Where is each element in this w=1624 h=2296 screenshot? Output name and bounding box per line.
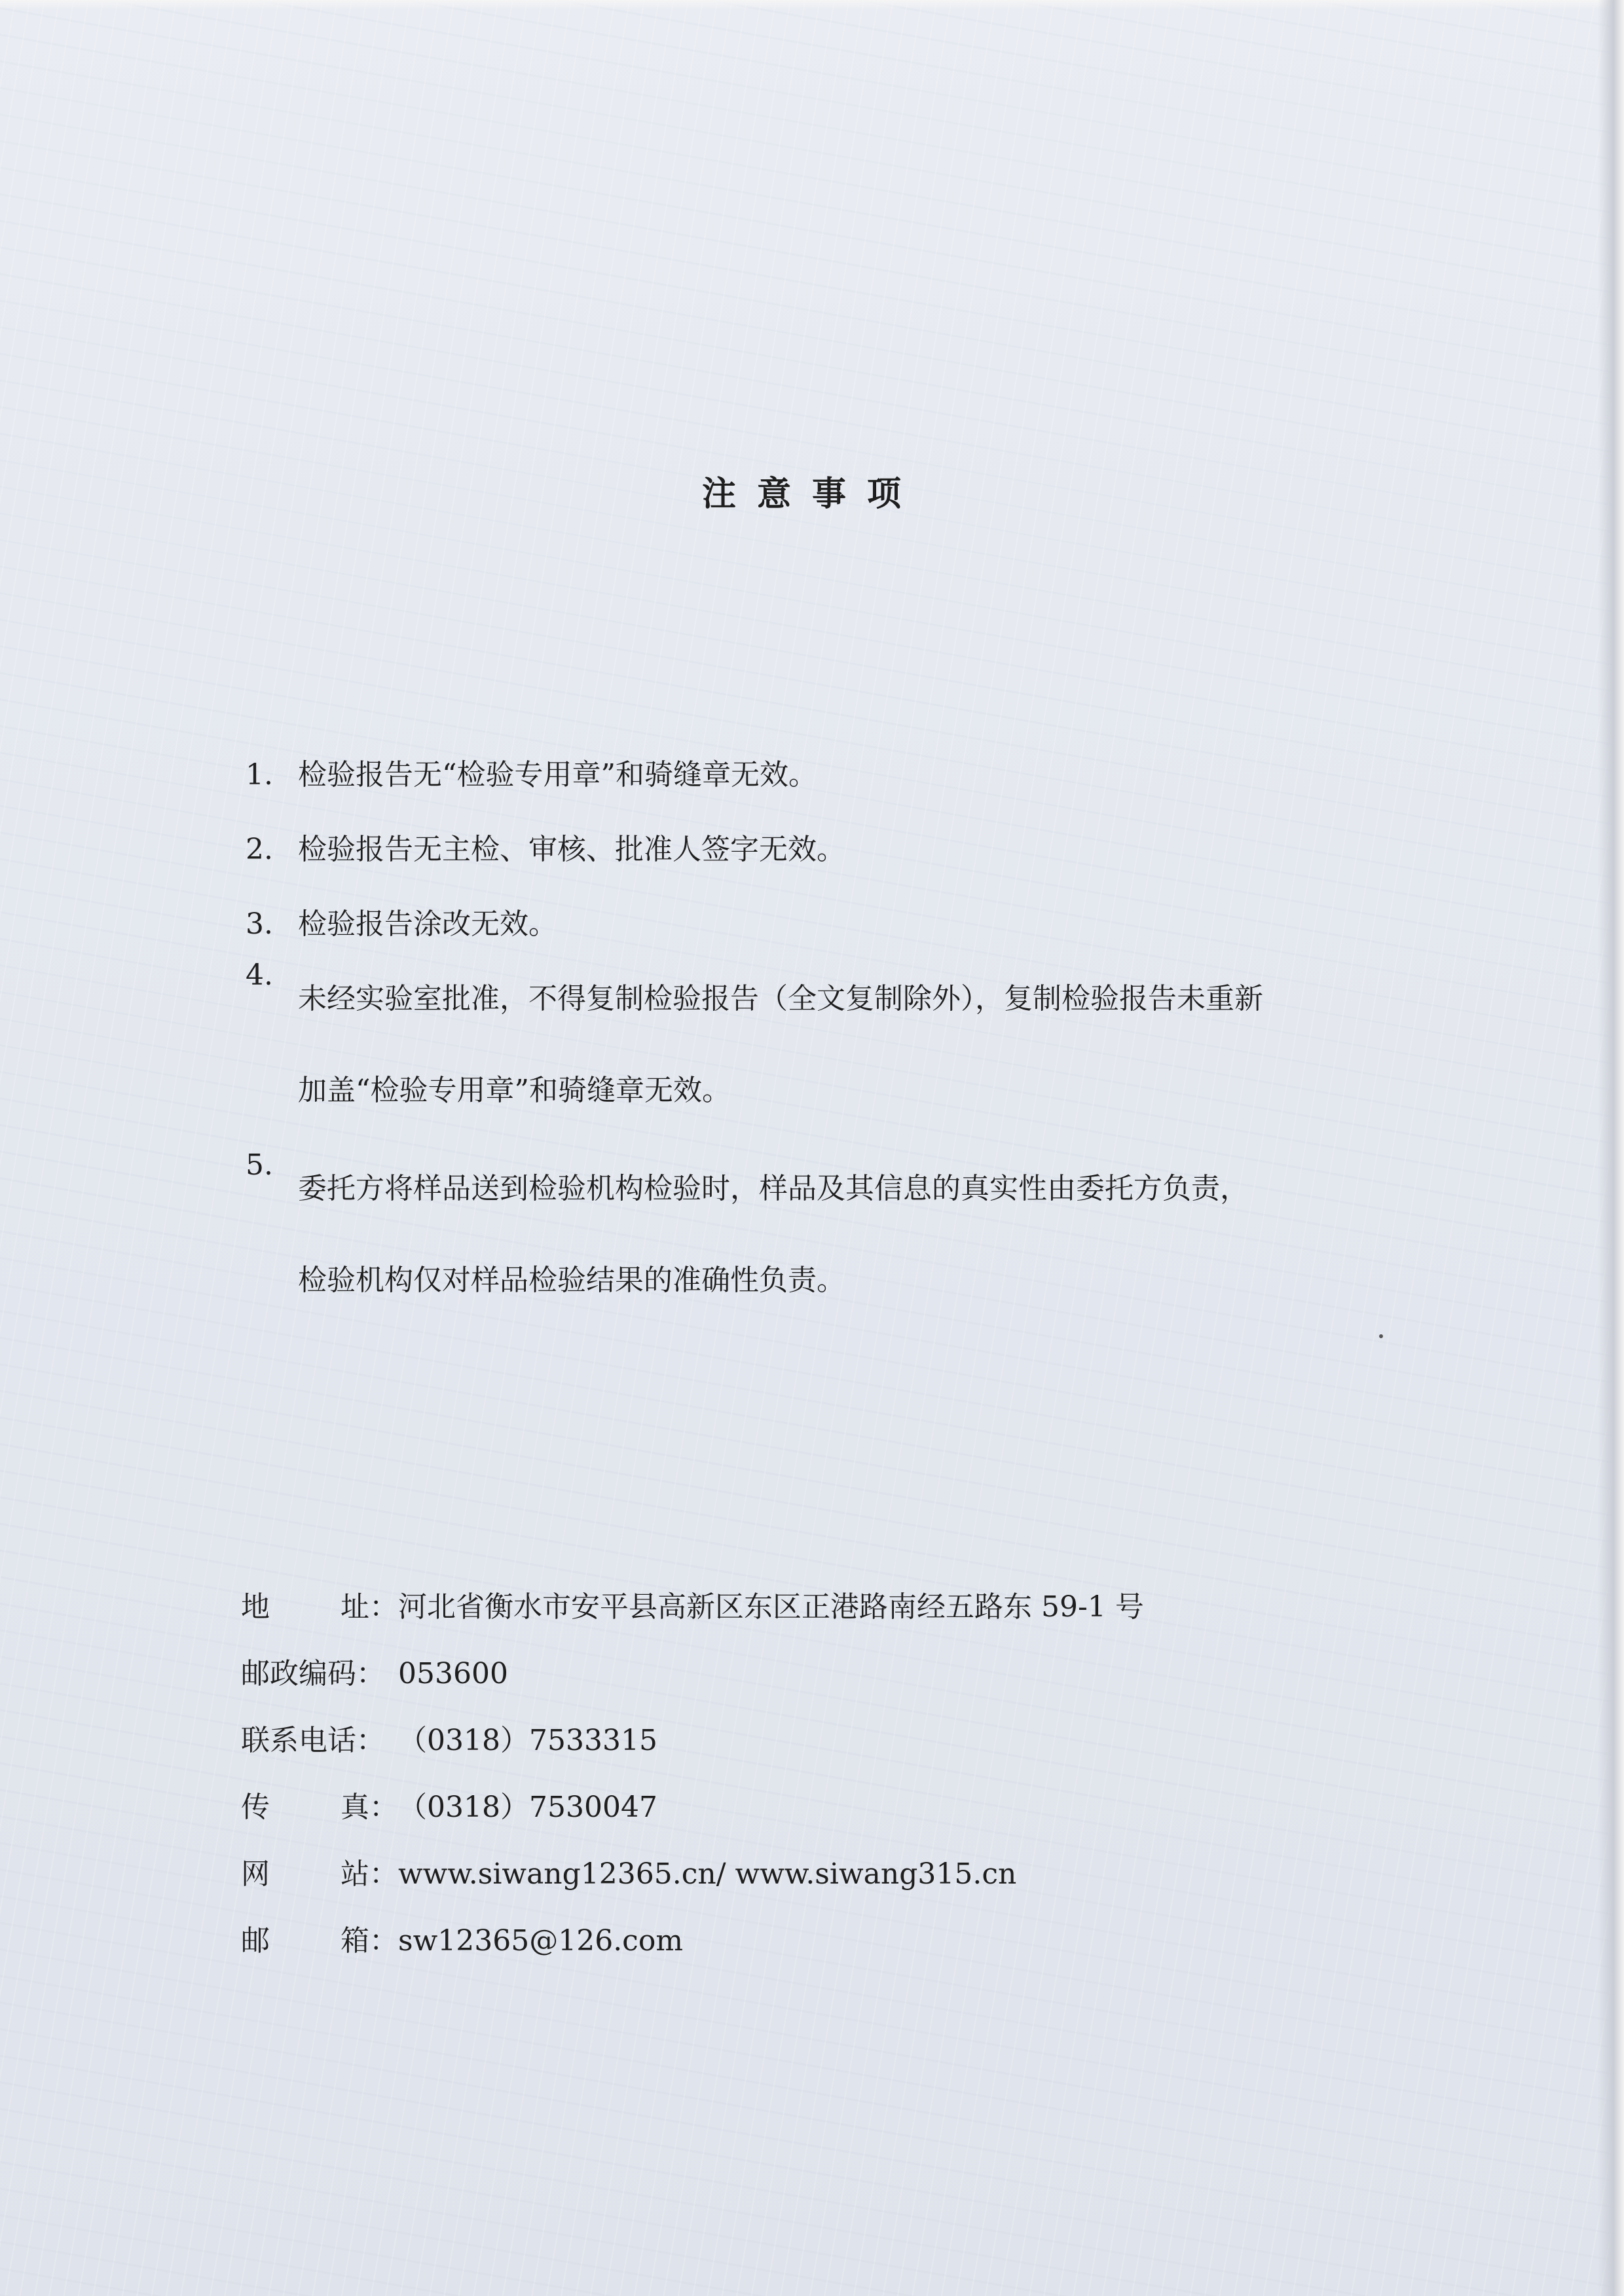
contact-label — [241, 1855, 398, 1894]
scan-right-edge — [1598, 0, 1624, 2296]
label-char: 站： — [341, 1857, 398, 1891]
contact-postcode — [241, 1654, 1485, 1694]
notice-item-3 — [246, 902, 1398, 947]
fax-value: （0318）7530047 — [398, 1791, 657, 1824]
notice-number: 1. — [246, 758, 273, 792]
contact-label — [241, 1588, 398, 1627]
notice-text: 检验报告无“检验专用章”和骑缝章无效。 — [298, 758, 817, 792]
contact-fax — [241, 1788, 1485, 1827]
phone-value: （0318）7533315 — [398, 1724, 657, 1757]
label-char: 网 — [241, 1857, 270, 1891]
notice-text: 检验报告涂改无效。 — [298, 907, 557, 941]
notice-number: 2. — [246, 833, 273, 866]
notice-item-5 — [246, 1143, 1398, 1326]
label-char: 地 — [241, 1590, 270, 1624]
notice-number: 4. — [246, 958, 273, 992]
label-char: 传 — [241, 1791, 270, 1824]
scan-speck — [1379, 1334, 1383, 1338]
website-value: www.siwang12365.cn/ www.siwang315.cn — [398, 1857, 1017, 1891]
postcode-value: 053600 — [398, 1657, 508, 1690]
label-char: 箱： — [341, 1924, 398, 1958]
notice-number: 5. — [246, 1148, 273, 1182]
label-char: 址： — [341, 1590, 398, 1624]
email-value: sw12365@126.com — [398, 1924, 684, 1958]
notice-text: 未经实验室批准，不得复制检验报告（全文复制除外），复制检验报告未重新 加盖“检验专用章”和骑缝章无效。 — [298, 982, 1263, 1107]
contact-label: 邮政编码： — [241, 1657, 385, 1690]
notice-list — [246, 753, 1398, 1357]
label-char: 真： — [341, 1791, 398, 1824]
contact-label: 联系电话： — [241, 1724, 385, 1757]
page-title: 注意事项 — [701, 474, 922, 514]
address-value: 河北省衡水市安平县高新区东区正港路南经五路东 59-1 号 — [398, 1590, 1144, 1624]
notice-text: 检验报告无主检、审核、批准人签字无效。 — [298, 833, 845, 866]
contact-block — [241, 1588, 1485, 1988]
scan-top-edge — [0, 0, 1624, 9]
contact-address — [241, 1588, 1485, 1627]
contact-email — [241, 1922, 1485, 1961]
contact-label — [241, 1922, 398, 1961]
notice-item-1 — [246, 753, 1398, 797]
contact-website — [241, 1855, 1485, 1894]
contact-phone — [241, 1721, 1485, 1760]
notice-text: 委托方将样品送到检验机构检验时，样品及其信息的真实性由委托方负责， 检验机构仅对样品检验结果的准确性负责。 — [298, 1172, 1249, 1297]
contact-label — [241, 1788, 398, 1827]
notice-item-4 — [246, 953, 1398, 1137]
notice-number: 3. — [246, 907, 273, 941]
label-char: 邮 — [241, 1924, 270, 1958]
notice-item-2 — [246, 828, 1398, 872]
